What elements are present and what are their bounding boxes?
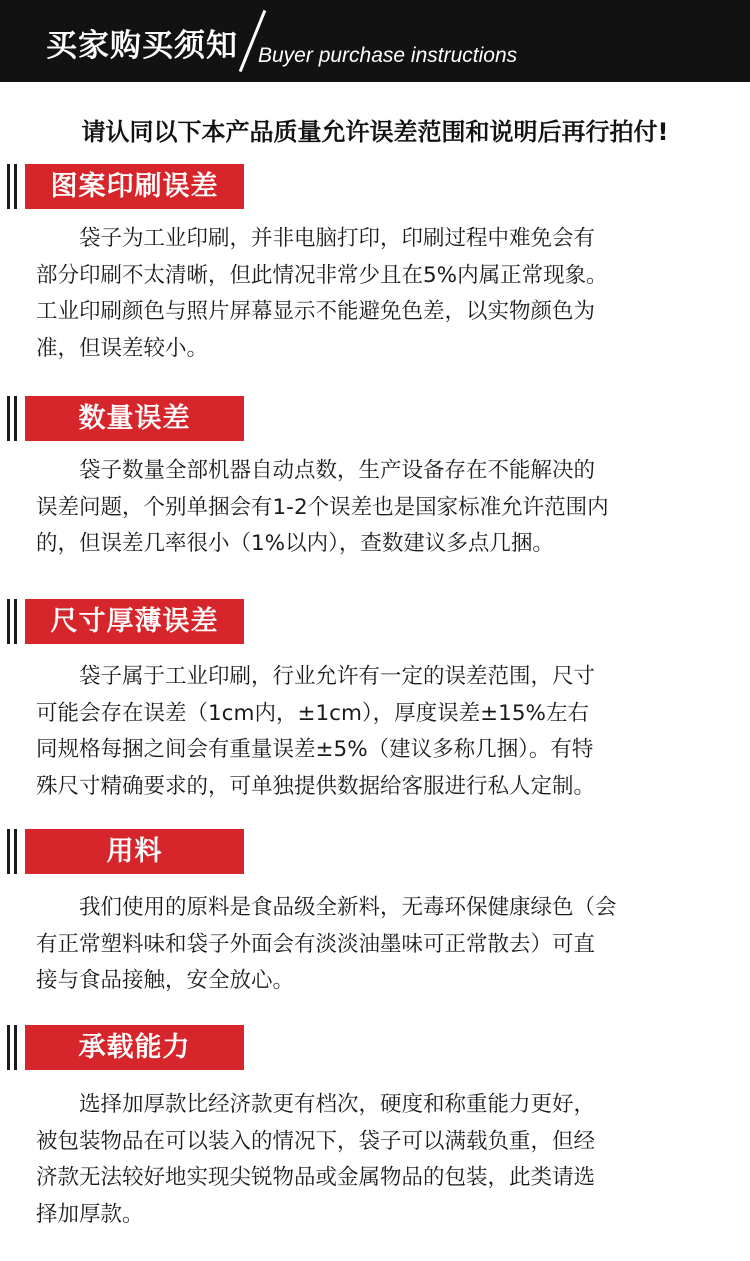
text-line: 接与食品接触，安全放心。 bbox=[36, 968, 295, 994]
page-header bbox=[0, 0, 750, 82]
section-text-material bbox=[36, 890, 716, 1000]
text-line: 同规格每捆之间会有重量误差±5%（建议多称几捆）。有特 bbox=[36, 737, 594, 763]
heading-bar bbox=[7, 829, 10, 874]
text-line: 误差问题，个别单捆会有1-2个误差也是国家标准允许范围内 bbox=[36, 494, 609, 520]
heading-bar bbox=[14, 396, 17, 441]
heading-bar bbox=[14, 829, 17, 874]
notice-text: 请认同以下本产品质量允许误差范围和说明后再行拍付! bbox=[81, 118, 669, 146]
text-line: 袋子属于工业印刷，行业允许有一定的误差范围，尺寸 bbox=[79, 664, 596, 689]
text-line: 袋子数量全部机器自动点数，生产设备存在不能解决的 bbox=[79, 458, 596, 483]
section-text-print-error bbox=[36, 221, 716, 368]
text-line: 准，但误差较小。 bbox=[36, 336, 209, 362]
header-subtitle: Buyer purchase instructions bbox=[258, 44, 518, 67]
text-line: 择加厚款。 bbox=[36, 1202, 144, 1228]
heading-bar bbox=[7, 1025, 10, 1070]
section-text-quantity-error bbox=[36, 453, 716, 563]
section-text-load-capacity bbox=[36, 1087, 716, 1234]
heading-label: 尺寸厚薄误差 bbox=[25, 599, 244, 644]
text-line: 选择加厚款比经济款更有档次，硬度和称重能力更好， bbox=[79, 1092, 596, 1117]
heading-bar bbox=[7, 164, 10, 209]
heading-bar bbox=[14, 1025, 17, 1070]
heading-bar bbox=[7, 599, 10, 644]
text-line: 有正常塑料味和袋子外面会有淡淡油墨味可正常散去）可直 bbox=[36, 931, 596, 957]
text-line: 被包装物品在可以装入的情况下，袋子可以满载负重，但经 bbox=[36, 1128, 596, 1154]
text-line: 殊尺寸精确要求的，可单独提供数据给客服进行私人定制。 bbox=[36, 774, 596, 800]
section-text-size-error bbox=[36, 659, 716, 806]
heading-label: 图案印刷误差 bbox=[25, 164, 244, 209]
heading-label: 数量误差 bbox=[25, 396, 244, 441]
text-line: 济款无法较好地实现尖锐物品或金属物品的包装，此类请选 bbox=[36, 1165, 596, 1191]
text-line: 袋子为工业印刷，并非电脑打印，印刷过程中难免会有 bbox=[79, 226, 596, 251]
text-line: 工业印刷颜色与照片屏幕显示不能避免色差，以实物颜色为 bbox=[36, 299, 596, 325]
text-line: 可能会存在误差（1cm内，±1cm），厚度误差±15%左右 bbox=[36, 700, 589, 726]
heading-label: 承载能力 bbox=[25, 1025, 244, 1070]
text-line: 部分印刷不太清晰，但此情况非常少且在5%内属正常现象。 bbox=[36, 262, 608, 288]
heading-label: 用料 bbox=[25, 829, 244, 874]
text-line: 我们使用的原料是食品级全新料，无毒环保健康绿色（会 bbox=[79, 895, 617, 920]
text-line: 的，但误差几率很小（1%以内），查数建议多点几捆。 bbox=[36, 531, 554, 557]
heading-bar bbox=[14, 164, 17, 209]
header-title: 买家购买须知 bbox=[46, 28, 238, 64]
heading-bar bbox=[14, 599, 17, 644]
heading-bar bbox=[7, 396, 10, 441]
